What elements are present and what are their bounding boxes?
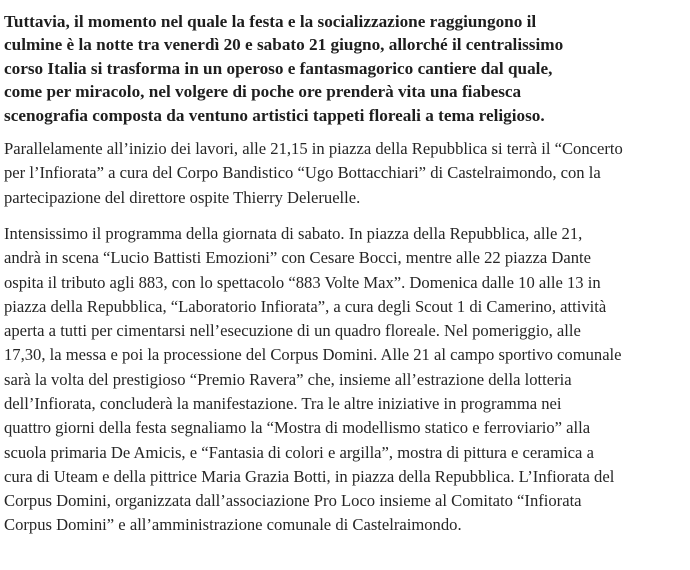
paragraph-line: Corpus Domini” e all’amministrazione comunale di Castelraimondo. [4,515,462,535]
paragraph-line: per l’Infiorata” a cura del Corpo Bandistico “Ugo Bottacchiari” di Castelraimondo, con la [4,163,601,183]
paragraph-line: piazza della Repubblica, “Laboratorio Infiorata”, a cura degli Scout 1 di Camerino, attività [4,296,607,316]
paragraph-line: cura di Uteam e della pittrice Maria Grazia Botti, in piazza della Repubblica. L’Infiorata del [4,466,615,486]
body-paragraph-programma [4,222,690,538]
lead-paragraph [4,10,690,127]
paragraph-line: sarà la volta del prestigioso “Premio Ravera” che, insieme all’estrazione della lotteria [4,369,572,389]
paragraph-line: partecipazione del direttore ospite Thierry Deleruelle. [4,187,361,207]
paragraph-line: Intensissimo il programma della giornata di sabato. In piazza della Repubblica, alle 21, [4,223,583,243]
lead-line: come per miracolo, nel volgere di poche ore prenderà vita una fiabesca [4,82,522,102]
paragraph-line: andrà in scena “Lucio Battisti Emozioni” con Cesare Bocci, mentre alle 22 piazza Dante [4,248,591,268]
paragraph-line: 17,30, la messa e poi la processione del Corpus Domini. Alle 21 al campo sportivo comunale [4,345,622,365]
body-paragraph-concerto [4,137,690,210]
paragraph-line: Parallelamente all’inizio dei lavori, alle 21,15 in piazza della Repubblica si terrà il “Concerto [4,139,623,159]
lead-line: Tuttavia, il momento nel quale la festa e la socializzazione raggiungono il [4,12,537,31]
paragraph-line: scuola primaria De Amicis, e “Fantasia di colori e argilla”, mostra di pittura e ceramica a [4,442,594,462]
lead-line: scenografia composta da ventuno artistici tappeti floreali a tema religioso. [4,105,545,125]
article-body [4,10,690,538]
paragraph-line: Corpus Domini, organizzata dall’associazione Pro Loco insieme al Comitato “Infiorata [4,491,582,511]
paragraph-line: quattro giorni della festa segnaliamo la “Mostra di modellismo statico e ferroviario” alla [4,418,591,438]
paragraph-line: ospita il tributo agli 883, con lo spettacolo “883 Volte Max”. Domenica dalle 10 alle 13 in [4,272,601,292]
lead-line: corso Italia si trasforma in un operoso e fantasmagorico cantiere dal quale, [4,58,553,78]
lead-line: culmine è la notte tra venerdì 20 e sabato 21 giugno, allorché il centralissimo [4,35,564,55]
paragraph-line: aperta a tutti per cimentarsi nell’esecuzione di un quadro floreale. Nel pomeriggio, alle [4,321,581,341]
paragraph-line: dell’Infiorata, concluderà la manifestazione. Tra le altre iniziative in programma nei [4,394,562,413]
